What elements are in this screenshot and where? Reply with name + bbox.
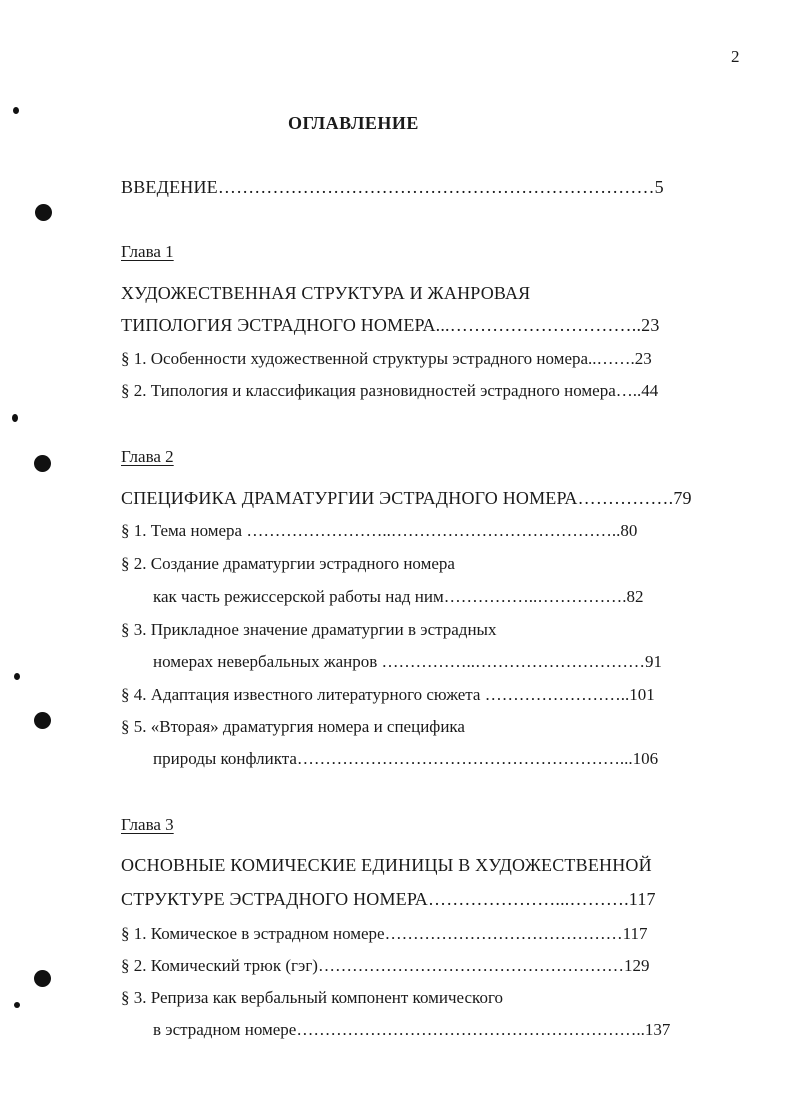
- chapter-2-section-2-line-2[interactable]: как часть режиссерской работы над ним……………..…………….82: [153, 587, 644, 606]
- chapter-3-section-3-line-2[interactable]: в эстрадном номере……………………………………………………..137: [153, 1020, 671, 1039]
- chapter-3-title-line-2[interactable]: СТРУКТУРЕ ЭСТРАДНОГО НОМЕРА…………………...……….117: [121, 889, 656, 909]
- chapter-2-title[interactable]: СПЕЦИФИКА ДРАМАТУРГИИ ЭСТРАДНОГО НОМЕРА…………….79: [121, 488, 692, 508]
- chapter-2-section-2-line-1[interactable]: § 2. Создание драматургии эстрадного номера: [121, 554, 455, 573]
- toc-entry-introduction[interactable]: ВВЕДЕНИЕ………………………………………………………………5: [121, 177, 664, 197]
- chapter-1-section-1[interactable]: § 1. Особенности художественной структуры эстрадного номера..…….23: [121, 349, 652, 368]
- chapter-1-title-line-2[interactable]: ТИПОЛОГИЯ ЭСТРАДНОГО НОМЕРА...…………………………..23: [121, 315, 660, 335]
- chapter-2-section-5-line-2[interactable]: природы конфликта…………………………………………………...106: [153, 749, 659, 768]
- chapter-2-label: Глава 2: [121, 447, 174, 466]
- punch-hole-2: [34, 455, 51, 472]
- chapter-3-section-3-line-1[interactable]: § 3. Реприза как вербальный компонент комического: [121, 988, 503, 1007]
- chapter-2-section-4[interactable]: § 4. Адаптация известного литературного сюжета ……………………..101: [121, 685, 655, 704]
- page-number: 2: [731, 47, 740, 66]
- page-title: ОГЛАВЛЕНИЕ: [288, 113, 419, 133]
- chapter-3-section-2[interactable]: § 2. Комический трюк (гэг)………………………………………………129: [121, 956, 650, 975]
- chapter-2-section-3-line-1[interactable]: § 3. Прикладное значение драматургии в эстрадных: [121, 620, 497, 639]
- scan-speck-3: [14, 673, 20, 680]
- chapter-1-section-2[interactable]: § 2. Типология и классификация разновидностей эстрадного номера…..44: [121, 381, 659, 400]
- scan-speck-2: [12, 414, 18, 422]
- chapter-3-title-line-1[interactable]: ОСНОВНЫЕ КОМИЧЕСКИЕ ЕДИНИЦЫ В ХУДОЖЕСТВЕННОЙ: [121, 855, 652, 875]
- scan-speck-4: [14, 1002, 20, 1008]
- chapter-2-section-5-line-1[interactable]: § 5. «Вторая» драматургия номера и специфика: [121, 717, 465, 736]
- chapter-2-section-1[interactable]: § 1. Тема номера ……………………..…………………………………..80: [121, 521, 638, 540]
- punch-hole-1: [35, 204, 52, 221]
- chapter-1-label: Глава 1: [121, 242, 174, 261]
- punch-hole-3: [34, 712, 51, 729]
- scan-speck-1: [13, 107, 19, 114]
- punch-hole-4: [34, 970, 51, 987]
- chapter-3-label: Глава 3: [121, 815, 174, 834]
- chapter-1-title-line-1[interactable]: ХУДОЖЕСТВЕННАЯ СТРУКТУРА И ЖАНРОВАЯ: [121, 283, 531, 303]
- chapter-2-section-3-line-2[interactable]: номерах невербальных жанров ……………..…………………………91: [153, 652, 663, 671]
- chapter-3-section-1[interactable]: § 1. Комическое в эстрадном номере……………………………………117: [121, 924, 648, 943]
